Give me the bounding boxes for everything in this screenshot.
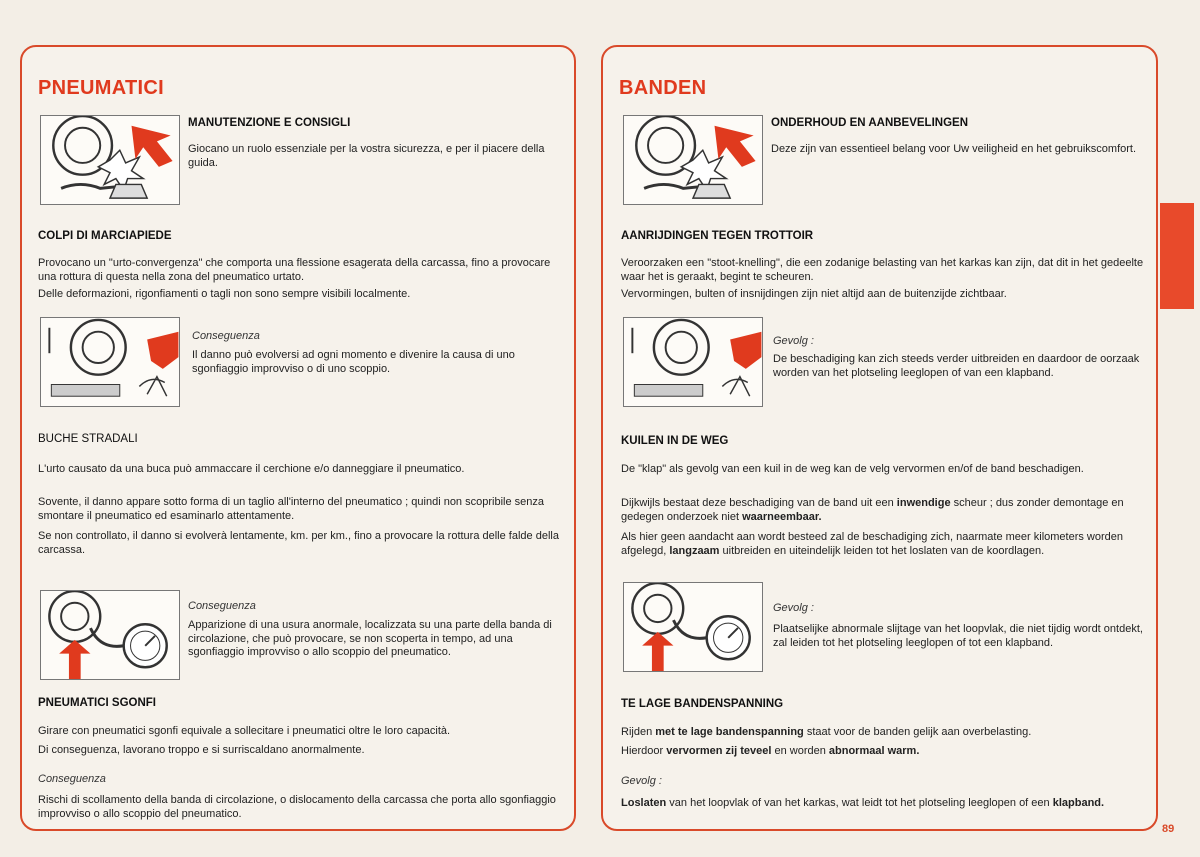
underinflated-consequence-part: van het loopvlak of van het karkas, wat leidt tot het plotseling leeglopen of een xyxy=(666,797,1053,809)
curb-heading: COLPI DI MARCIAPIEDE xyxy=(38,230,172,242)
potholes-text-2-part: Dijkwijls bestaat deze beschadiging van de band uit een xyxy=(621,497,897,509)
maintenance-text: Deze zijn van essentieel belang voor Uw veiligheid en het gebruikscomfort. xyxy=(771,143,1137,155)
potholes-heading: KUILEN IN DE WEG xyxy=(621,435,729,447)
curb-damage-illustration xyxy=(623,317,763,407)
underinflated-consequence-emphasis: Loslaten xyxy=(621,797,667,809)
underinflated-consequence-label: Gevolg : xyxy=(621,775,662,787)
underinflated-consequence-text: Rischi di scollamento della banda di circolazione, o dislocamento della carcassa che porta allo sgonfiaggio improvviso o allo scoppio del pneumatico. xyxy=(38,794,556,820)
potholes-text-3-emphasis: langzaam xyxy=(669,544,720,557)
maintenance-heading: ONDERHOUD EN AANBEVELINGEN xyxy=(771,117,969,129)
curb-consequence-text: De beschadiging kan zich steeds verder uitbreiden en daardoor de oorzaak worden van het plotseling leeglopen of van een klapband. xyxy=(773,353,1140,379)
underinflated-text-2-emphasis: abnormaal warm. xyxy=(828,745,920,757)
maintenance-heading: MANUTENZIONE E CONSIGLI xyxy=(188,117,351,129)
potholes-heading: BUCHE STRADALI xyxy=(38,433,138,445)
wear-consequence-text: Apparizione di una usura anormale, localizzata su una parte della banda di circolazione, che può provocare, se non scoperta in tempo, ad una sgonfiaggio improvviso o allo scoppio del pneumatico. xyxy=(188,619,552,658)
tire-curb-icon xyxy=(41,318,179,406)
maintenance-text: Giocano un ruolo essenziale per la vostra sicurezza, e per il piacere della guida. xyxy=(188,143,545,169)
tire-wear-illustration xyxy=(40,590,180,680)
potholes-text-1: De "klap" als gevolg van een kuil in de weg kan de velg vervormen en/of de band beschadigen. xyxy=(621,463,1084,475)
potholes-text-3-part: Als hier geen aandacht aan wordt besteed zal de beschadiging zich, naarmate meer kilometers worden afgelegd, xyxy=(621,531,1124,557)
tire-impact-icon xyxy=(624,116,762,204)
potholes-text-3: Se non controllato, il danno si evolverà lentamente, km. per km., fino a provocare la rottura delle falde della carcassa. xyxy=(38,530,559,556)
pressure-gauge-icon xyxy=(624,583,762,671)
underinflated-heading: PNEUMATICI SGONFI xyxy=(38,697,156,709)
tire-wear-illustration xyxy=(623,582,763,672)
right-page xyxy=(601,45,1158,831)
tire-impact-illustration xyxy=(623,115,763,205)
potholes-text-2: Sovente, il danno appare sotto forma di un taglio all'interno del pneumatico ; quindi non scopribile senza smontare il pneumatico ed esaminarlo attentamente. xyxy=(38,496,544,522)
potholes-text-3-part: uitbreiden en uiteindelijk leiden tot het loslaten van de koordlagen. xyxy=(719,544,1045,557)
section-tab-marker xyxy=(1160,203,1194,309)
wear-consequence-label: Conseguenza xyxy=(188,600,256,612)
potholes-text-3 xyxy=(621,531,1146,558)
curb-consequence-text: Il danno può evolversi ad ogni momento e divenire la causa di uno sgonfiaggio improvviso o di uno scoppio. xyxy=(192,349,515,375)
wear-consequence-text: Plaatselijke abnormale slijtage van het loopvlak, die niet tijdig wordt ontdekt, zal leiden tot het plotseling leeglopen of tot een klapband. xyxy=(773,623,1143,649)
underinflated-text-1-part: staat voor de banden gelijk aan overbelasting. xyxy=(803,726,1032,738)
underinflated-consequence-emphasis: klapband. xyxy=(1052,797,1105,809)
wear-consequence-label: Gevolg : xyxy=(773,602,814,614)
curb-consequence-label: Gevolg : xyxy=(773,335,814,347)
underinflated-text-2: Di conseguenza, lavorano troppo e si surriscaldano anormalmente. xyxy=(38,744,365,756)
potholes-text-1: L'urto causato da una buca può ammaccare il cerchione e/o danneggiare il pneumatico. xyxy=(38,463,465,475)
underinflated-text-2-emphasis: vervormen zij teveel xyxy=(666,745,772,757)
tire-impact-illustration xyxy=(40,115,180,205)
underinflated-text-1-part: Rijden xyxy=(621,726,656,738)
underinflated-text-1-emphasis: met te lage bandenspanning xyxy=(655,726,804,738)
page-title: BANDEN xyxy=(619,77,707,99)
curb-consequence-label: Conseguenza xyxy=(192,330,260,342)
underinflated-text-2 xyxy=(621,745,1151,759)
tire-curb-icon xyxy=(624,318,762,406)
page-title: PNEUMATICI xyxy=(38,77,164,99)
curb-text-1: Provocano un "urto-convergenza" che comporta una flessione esagerata della carcassa, fino a provocare una rottura di questa nella zona del pneumatico urtato. xyxy=(38,257,551,283)
potholes-text-2-emphasis: waarneembaar. xyxy=(742,510,822,523)
curb-text-2: Vervormingen, bulten of insnijdingen zijn niet altijd aan de buitenzijde zichtbaar. xyxy=(621,288,1007,300)
tire-impact-icon xyxy=(41,116,179,204)
potholes-text-2-emphasis: inwendige xyxy=(896,497,951,509)
potholes-text-2-part: scheur ; dus zonder demontage en gedegen onderzoek niet xyxy=(621,497,1124,523)
curb-damage-illustration xyxy=(40,317,180,407)
underinflated-consequence-text xyxy=(621,797,1151,811)
underinflated-text-1 xyxy=(621,726,1151,740)
underinflated-heading: TE LAGE BANDENSPANNING xyxy=(621,698,784,710)
curb-heading: AANRIJDINGEN TEGEN TROTTOIR xyxy=(621,230,814,242)
curb-text-2: Delle deformazioni, rigonfiamenti o tagli non sono sempre visibili localmente. xyxy=(38,288,411,300)
underinflated-text-2-part: en worden xyxy=(771,745,829,757)
underinflated-consequence-label: Conseguenza xyxy=(38,773,106,785)
pressure-gauge-icon xyxy=(41,591,179,679)
underinflated-text-1: Girare con pneumatici sgonfi equivale a sollecitare i pneumatici oltre le loro capacità. xyxy=(38,725,451,737)
page-number: 89 xyxy=(1162,823,1175,835)
potholes-text-2 xyxy=(621,497,1146,524)
left-page xyxy=(20,45,576,831)
curb-text-1: Veroorzaken een "stoot-knelling", die een zodanige belasting van het karkas kan zijn, dat dit in het gedeelte waar het is geraakt, begint te scheuren. xyxy=(621,257,1144,283)
underinflated-text-2-part: Hierdoor xyxy=(621,745,667,757)
